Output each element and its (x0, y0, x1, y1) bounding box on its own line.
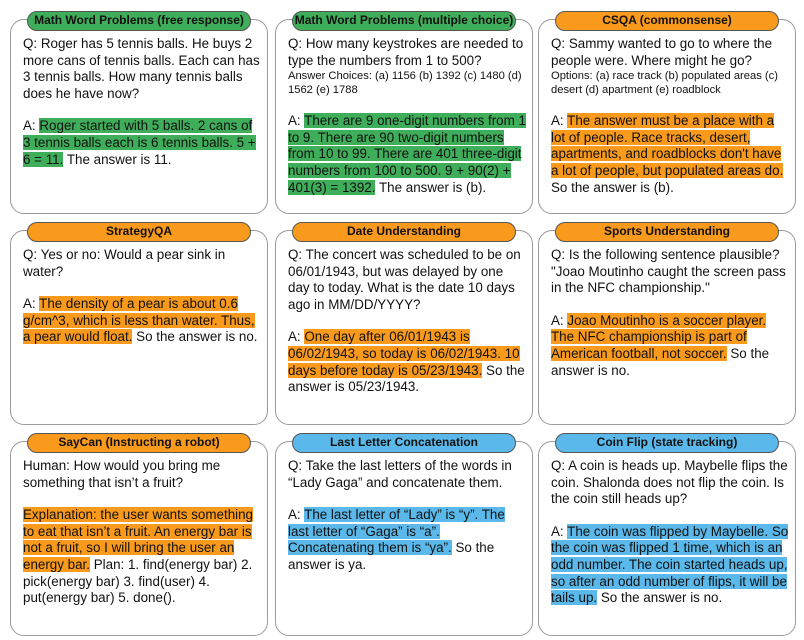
question-text: Q: How many keystrokes are needed to type the numbers from 1 to 500? (288, 36, 524, 68)
answer-prefix: A: (23, 118, 40, 134)
question-text: Q: Is the following sentence plausible? "Joao Moutinho caught the screen pass in the NFC championship." (551, 247, 786, 296)
answer-rationale-highlight: Joao Moutinho is a soccer player. The NFC championship is part of American football, not soccer. (551, 312, 767, 361)
answer-prefix: A: (288, 113, 305, 129)
answer-text (23, 118, 261, 168)
card-last-letter-concatenation (275, 435, 533, 636)
card-strategyqa (10, 224, 268, 425)
card-title: StrategyQA (27, 222, 251, 242)
card-title: Math Word Problems (free response) (27, 11, 251, 31)
card-title: Date Understanding (292, 222, 516, 242)
answer-rationale-highlight: Explanation: the user wants something to eat that isn’t a fruit. An energy bar is not a fruit, so I will bring the user an energy bar. (23, 507, 254, 572)
answer-choices: Answer Choices: (a) 1156 (b) 1392 (c) 1480 (d) 1562 (e) 1788 (288, 70, 522, 97)
answer-prefix: A: (288, 329, 305, 345)
answer-prefix: A: (551, 312, 568, 328)
answer-conclusion: So the answer is (b). (551, 179, 674, 195)
card-math-multiple-choice (275, 13, 533, 214)
card-title: Coin Flip (state tracking) (555, 433, 779, 453)
answer-rationale-highlight: There are 9 one-digit numbers from 1 to 9. There are 90 two-digit numbers from 10 to 99. There are 401 three-digit numbers from 100 to 500. 9 + 90(2) + 401(3) = 1392. (288, 113, 526, 195)
card-title: SayCan (Instructing a robot) (27, 433, 251, 453)
answer-rationale-highlight: One day after 06/01/1943 is 06/02/1943, so today is 06/02/1943. 10 days before today is 05/23/1943. (288, 329, 520, 378)
card-title: Sports Understanding (555, 222, 779, 242)
answer-text (288, 507, 526, 573)
card-date-understanding (275, 224, 533, 425)
card-title: Last Letter Concatenation (292, 433, 516, 453)
question-text: Q: Take the last letters of the words in “Lady Gaga” and concatenate them. (288, 458, 512, 490)
answer-conclusion: Plan: 1. find(energy bar) 2. pick(energy bar) 3. find(user) 4. put(energy bar) 5. done(). (23, 556, 253, 606)
answer-text (551, 524, 789, 607)
answer-conclusion: The answer is (b). (375, 179, 487, 195)
question-text: Human: How would you bring me something that isn’t a fruit? (23, 458, 221, 490)
card-coin-flip (538, 435, 796, 636)
answer-text (551, 313, 789, 379)
answer-text (288, 329, 526, 395)
answer-rationale-highlight: Roger started with 5 balls. 2 cans of 3 tennis balls each is 6 tennis balls. 5 + 6 = 11. (23, 118, 256, 167)
answer-text (23, 296, 261, 346)
card-math-free-response (10, 13, 268, 214)
answer-conclusion: So the answer is no. (597, 590, 723, 606)
answer-prefix: A: (23, 296, 40, 312)
answer-text (288, 113, 526, 196)
card-title: CSQA (commonsense) (555, 11, 779, 31)
answer-conclusion: So the answer is no. (551, 345, 770, 378)
question-text: Q: The concert was scheduled to be on 06/01/1943, but was delayed by one day to today. What is the date 10 days ago in MM/DD/YYYY? (288, 247, 521, 312)
answer-text (551, 113, 789, 196)
answer-rationale-highlight: The density of a pear is about 0.6 g/cm^3, which is less than water. Thus, a pear would float. (23, 296, 255, 345)
question-text: Q: Sammy wanted to go to where the people were. Where might he go? (551, 36, 773, 68)
answer-conclusion: So the answer is 05/23/1943. (288, 362, 525, 395)
question-text: Q: Roger has 5 tennis balls. He buys 2 more cans of tennis balls. Each can has 3 tennis balls. How many tennis balls does he have now? (23, 36, 260, 101)
answer-rationale-highlight: The coin was flipped by Maybelle. So the coin was flipped 1 time, which is an odd number. The coin started heads up, so after an odd number of flips, it will be tails up. (551, 523, 789, 606)
card-sports-understanding (538, 224, 796, 425)
answer-rationale-highlight: The last letter of “Lady” is “y”. The last letter of “Gaga” is “a”. Concatenating them is “ya”. (288, 507, 505, 556)
answer-conclusion: So the answer is ya. (288, 540, 495, 572)
answer-conclusion: So the answer is no. (132, 329, 258, 345)
question-text: Q: Yes or no: Would a pear sink in water? (23, 247, 226, 279)
answer-text (23, 507, 261, 607)
card-title: Math Word Problems (multiple choice) (292, 11, 516, 31)
answer-prefix: A: (288, 507, 305, 523)
card-saycan (10, 435, 268, 636)
question-text: Q: A coin is heads up. Maybelle flips the coin. Shalonda does not flip the coin. Is the coin still heads up? (551, 458, 788, 507)
answer-conclusion: The answer is 11. (63, 151, 172, 167)
answer-options: Options: (a) race track (b) populated areas (c) desert (d) apartment (e) roadblock (551, 70, 778, 97)
answer-prefix: A: (551, 523, 568, 539)
answer-rationale-highlight: The answer must be a place with a lot of people. Race tracks, desert, apartments, and roadblocks don't have a lot of people, but populated areas do. (551, 113, 784, 178)
card-csqa (538, 13, 796, 214)
answer-prefix: A: (551, 113, 568, 129)
